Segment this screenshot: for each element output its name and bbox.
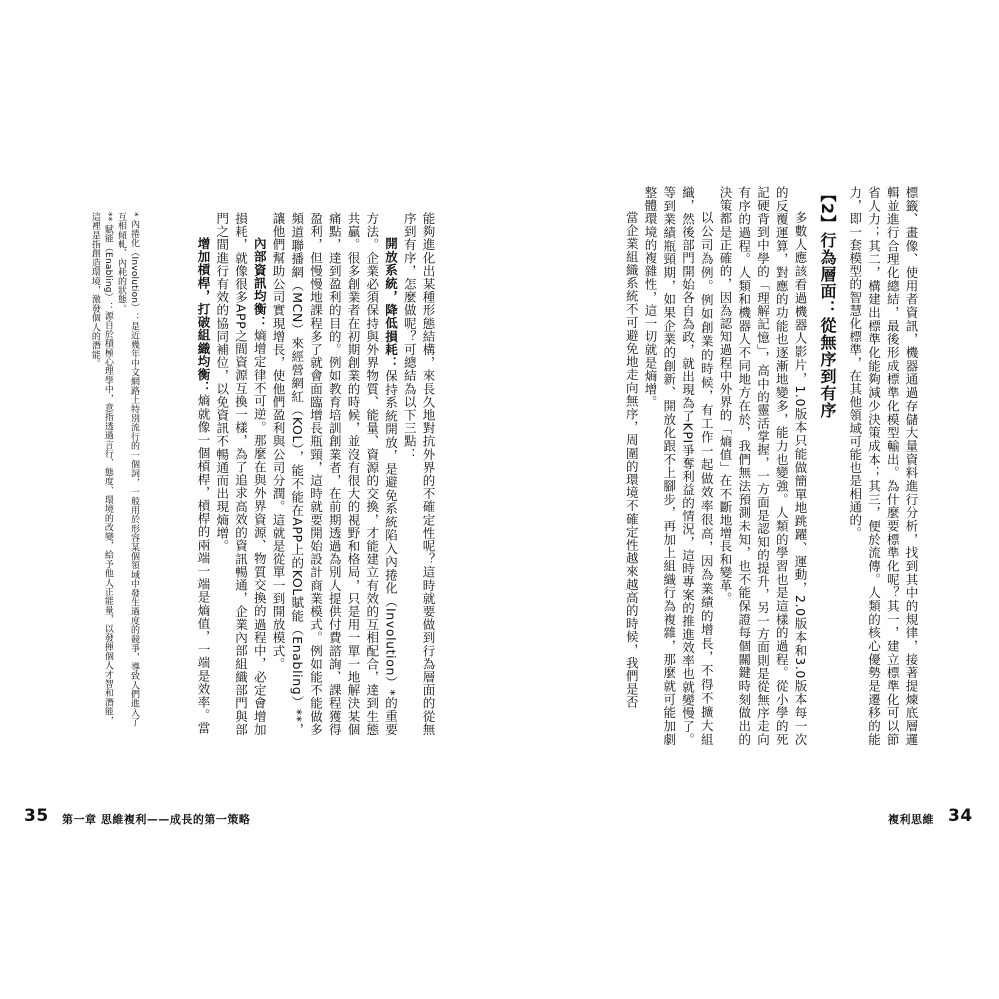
left-page-number: 35 — [24, 806, 49, 826]
body-paragraph: 多數人應該看過機器人影片，1.0版本只能做簡單地跳躍、運動，2.0版本和3.0版本每一次的反覆運算，對應的功能也逐漸地變多，能力也變強。人類的學習也是這樣的過程。從小學的死記硬背到中學的「理解記憶」，高中的靈活掌握，一方面是認知的提升，另一方面則是從無序走向有序的過程。人類和機器人不同地方在於，我們無法預測未知，也不能保證每個關鍵時刻做出的決策都是正確的，因為認知過程中外界的「熵值」在不斷地增長和變革。 — [718, 186, 808, 746]
footnotes — [80, 212, 140, 732]
body-paragraph: 以公司為例。例如創業的時候，有工作一起做效率很高，因為業績的增長，不得不擴大組織，然後部門開始各自為政，就出現為了KPI爭奪利益的情況，這時專案的推進效率也就變慢了。等到業績瓶頸期，如果企業的創新、開放化跟不上腳步，再加上組織行為複雜，那麼就可能加劇整體環境的複雜性，這一切就是熵增。 — [643, 186, 715, 746]
subsection-title: 內部資訊均衡： — [252, 237, 268, 329]
subsection-title: 增加槓桿，打破組織均衡： — [196, 237, 211, 395]
section-heading: 【2】行為層面：從無序到有序 — [818, 186, 837, 420]
subsection-paragraph — [193, 212, 212, 736]
subsection-paragraph — [268, 212, 399, 736]
left-running-title: 第一章 思維複利——成長的第一策略 — [62, 813, 251, 826]
body-paragraph: 能夠進化出某種形態結構，來長久地對抗外界的不確定性呢？這時就要做到行為層面的從無序到有序，怎麼做呢？可總結為以下三點： — [402, 212, 436, 736]
right-running-title: 複利思維 — [888, 813, 934, 826]
body-paragraph: 當企業組織系統不可避免地走向無序，周圍的環境不確定性越來越高的時候，我們是否 — [624, 211, 640, 709]
left-page-body — [155, 212, 437, 736]
subsection-paragraph — [212, 212, 268, 736]
right-page-number: 34 — [948, 806, 973, 826]
right-page-body — [598, 186, 920, 746]
subsection-text: 保持系統開放，是避免系統陷入內捲化（Involution）*的重要方法。企業必須保持與外界物質、能量、資源的交換，才能建立有效的互相配合，達到生態共贏。很多創業者在初期創業的時候，並沒有很大的視野和格局，只是用一單一地解決某個痛點，達到盈利的目的。例如教育培訓創業者，在前期透過為別人提供付費諮詢、課程獲得盈利，但慢慢地課程多了就會面臨增長瓶頸，這時就要開始設計商業模式。例如能不能做多頻道聯播網（MCN）來經營網紅（KOL），能不能在APP上的KOL賦能（Enabling）**，讓他們幫助公司實現增長，使他們盈利與公司分潤。這就是從單一到開放模式。 — [271, 212, 399, 736]
subsection-title: 開放系統，降低損耗： — [383, 237, 399, 370]
footnote: ** 賦能（Enabling）：源自於積極心理學中，意指透過言行、態度、環境的改變，給予他人正能量，以發揮個人才智和潛能，這裡是指創造環境，激發個人的潛能。 — [89, 212, 113, 726]
footnote: * 內捲化（Involution）：是近幾年中文網路上特別流行的一個詞，一般用於形容某個領域中發生過度的競爭，導致人們進入了互相傾軋、內耗的狀態。 — [115, 212, 139, 727]
body-paragraph: 標籤、畫像、使用者資訊，機器通過存儲大量資料進行分析，找到其中的規律，接著提煉底層邏輯並進行合理化總結，最後形成標準化模型輸出。為什麼要標準化呢？其一，建立標準化可以節省人力；其二，構建出標準化能夠減少決策成本；其三，便於流傳。人類的核心優勢是遷移的能力，即一套模型的智慧化標準，在其他領域可能也是相通的。 — [847, 186, 919, 746]
subsection-text: 熵就像一個槓桿，槓桿的兩端一端是熵值，一端是效率。當 — [196, 394, 211, 735]
subsection-text: 熵增定律不可逆。那麼在與外界資源、物質交換的過程中，必定會增加損耗，就像很多APP之間資源互換一樣，為了追求高效的資訊暢通，企業內部組織部門與部門之間進行有效的協同補位，以免資訊不暢通而出現熵增。 — [214, 212, 268, 736]
